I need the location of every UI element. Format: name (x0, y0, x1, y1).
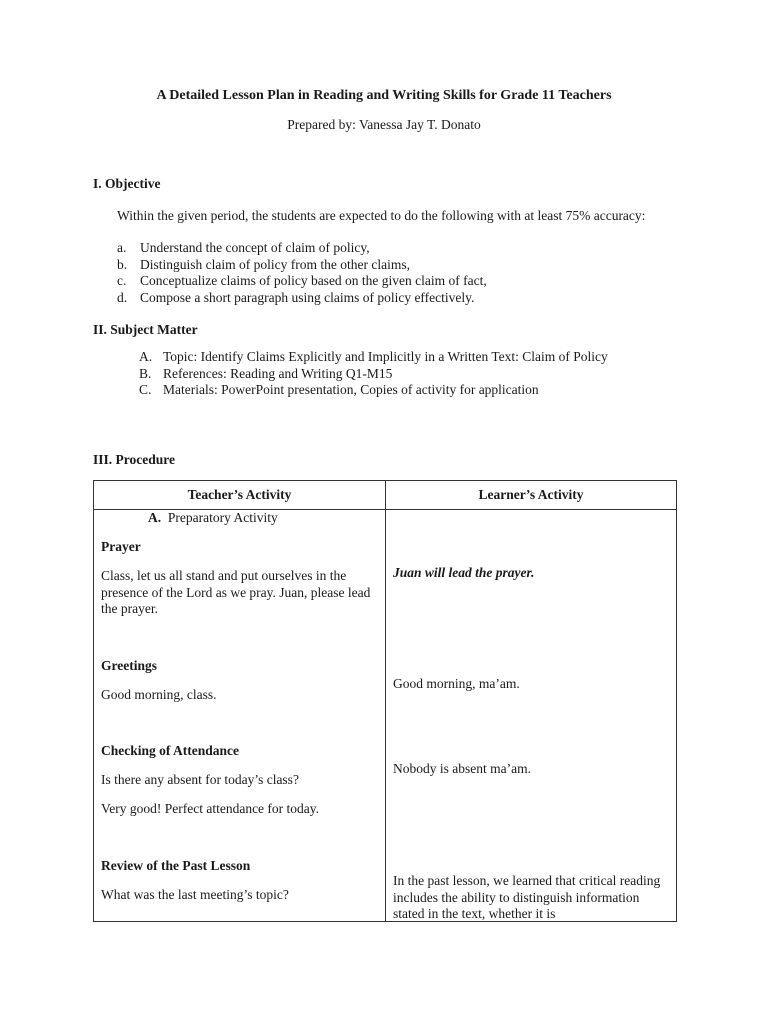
procedure-heading: III. Procedure (93, 452, 175, 467)
learner-column (386, 510, 677, 922)
greetings-heading: Greetings (101, 658, 157, 673)
review-learner-text: In the past lesson, we learned that critical reading includes the ability to distinguish information stated in the text, whether it is (393, 873, 661, 921)
attendance-heading: Checking of Attendance (101, 743, 239, 758)
teacher-column (94, 510, 386, 922)
review-teacher-text: What was the last meeting’s topic? (101, 887, 289, 902)
objective-heading: I. Objective (93, 176, 161, 191)
subject-matter-heading: II. Subject Matter (93, 322, 198, 337)
prayer-heading: Prayer (101, 539, 141, 554)
attendance-learner-text: Nobody is absent ma’am. (393, 761, 531, 776)
table-header-row (94, 481, 677, 510)
learner-activity-header: Learner’s Activity (386, 481, 677, 510)
list-item: d. Compose a short paragraph using claims of policy effectively. (117, 289, 475, 305)
prayer-learner-text: Juan will lead the prayer. (393, 565, 535, 580)
prepared-by: Prepared by: Vanessa Jay T. Donato (287, 117, 481, 132)
objective-list (117, 240, 675, 306)
objective-intro: Within the given period, the students are expected to do the following with at least 75% accuracy: (117, 208, 646, 223)
review-heading: Review of the Past Lesson (101, 858, 251, 873)
preparatory-activity: A. Preparatory Activity (148, 510, 278, 525)
greetings-learner-text: Good morning, ma’am. (393, 676, 520, 691)
list-item: C. Materials: PowerPoint presentation, Copies of activity for application (139, 382, 539, 397)
prayer-teacher-text: Class, let us all stand and put ourselves in the presence of the Lord as we pray. Juan, please lead the prayer. (101, 568, 371, 616)
list-item: a. Understand the concept of claim of policy, (117, 240, 370, 255)
table-row (94, 510, 677, 922)
subject-matter-list (139, 349, 675, 399)
document-title: A Detailed Lesson Plan in Reading and Writing Skills for Grade 11 Teachers (156, 88, 612, 103)
greetings-teacher-text: Good morning, class. (101, 687, 217, 702)
list-item: A. Topic: Identify Claims Explicitly and Implicitly in a Written Text: Claim of Policy (139, 349, 608, 364)
teacher-activity-header: Teacher’s Activity (94, 481, 386, 510)
attendance-teacher-question: Is there any absent for today’s class? (101, 772, 299, 787)
list-item: B. References: Reading and Writing Q1-M15 (139, 365, 393, 381)
procedure-table (93, 480, 677, 922)
list-item: b. Distinguish claim of policy from the other claims, (117, 256, 410, 272)
attendance-teacher-praise: Very good! Perfect attendance for today. (101, 801, 320, 816)
list-item: c. Conceptualize claims of policy based on the given claim of fact, (117, 273, 487, 288)
